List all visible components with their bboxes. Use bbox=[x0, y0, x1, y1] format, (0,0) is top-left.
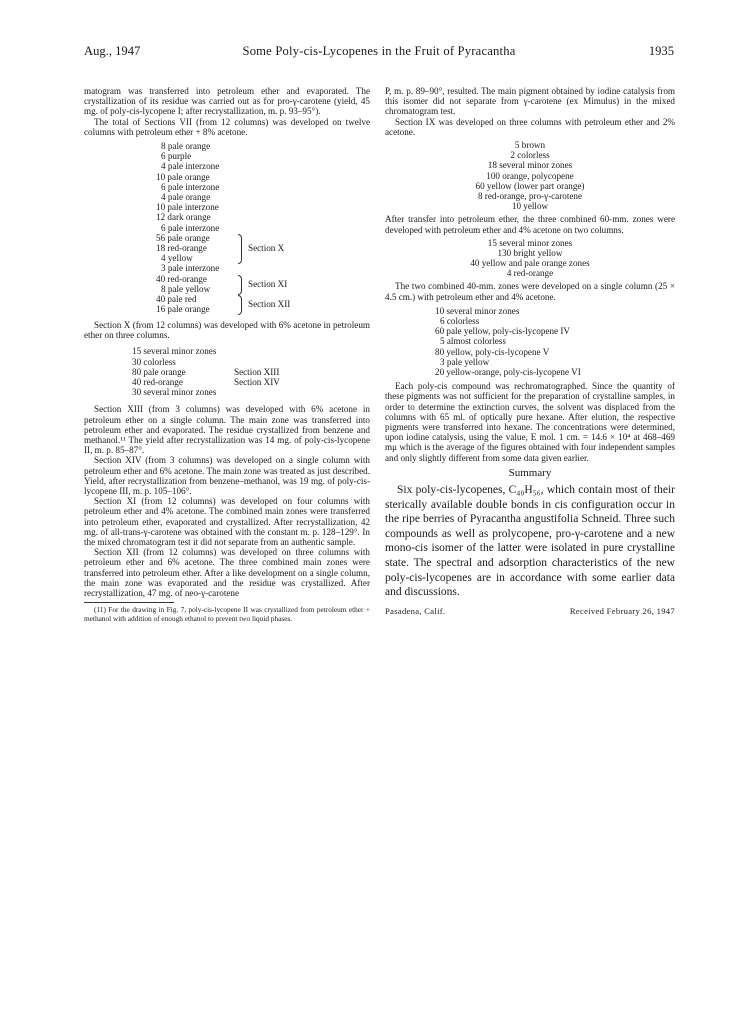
header-title: Some Poly-cis-Lycopenes in the Fruit of Pyracantha bbox=[242, 44, 516, 58]
header-date: Aug., 1947 bbox=[84, 44, 141, 58]
zone-entry: 4 yellow bbox=[161, 253, 193, 264]
address-line bbox=[385, 606, 675, 616]
paragraph: The total of Sections VII (from 12 columns) was developed on twelve columns with petroleum ether + 8% acetone. bbox=[84, 116, 370, 137]
paragraph: Each poly-cis compound was rechromatographed. Since the quantity of these pigments was not sufficient for the preparation of crystalline samples, in order to determine the extinction curves, the solvent was displaced from the columns with 65 ml. of optically pure hexane. After elution, the respective pigments were transferred into hexane. The concentrations were determined, upon iodine catalysis, using the value, E mol. 1 cm. = 14.6 × 10⁴ at 468–469 mμ which is the average of the figures obtained with four independent samples and only slightly different from some data given earlier. bbox=[385, 381, 675, 463]
paragraph: P, m. p. 89–90°, resulted. The main pigment obtained by iodine catalysis from this isomer did not separate from γ-carotene (ex Mimulus) in the mixed chromatogram test. bbox=[385, 86, 675, 117]
zone-entry: 18 red-orange bbox=[156, 243, 207, 254]
paragraph: matogram was transferred into petroleum ether and evaporated. The crystallization of its residue was carried out as for pro-γ-carotene (yield, 45 mg. of poly-cis-lycopene I; after recrystallization, m. p. 93–95°). bbox=[84, 86, 370, 117]
paragraph: Section XII (from 12 columns) was developed on three columns with petroleum ether and 6% acetone. The three combined main zones were transferred into petroleum ether. After a like development on a single column, the main zone was evaporated and the residue was crystallized. After recrystallization, 47 mg. of neo-γ-carotene bbox=[84, 547, 370, 599]
summary-text: Six poly-cis-lycopenes, C₄₀H₅₆, which contain most of their sterically available double bonds in cis configuration occur in the ripe berries of Pyracantha angustifolia Schneid. Three such compounds as well as prolycopene, pro-γ-carotene and a new mono-cis isomer of the latter were isolated in pure crystalline state. The spectral and adsorption characteristics of the new poly-cis-lycopenes are in accordance with some earlier data and discussions. bbox=[385, 484, 675, 599]
zone-entry: 20 yellow-orange, poly-cis-lycopene VI bbox=[435, 367, 581, 378]
zone-entry: 60 yellow (lower part orange) bbox=[475, 180, 585, 191]
zone-entry: 56 pale orange bbox=[156, 232, 210, 243]
zone-entry: 80 yellow, poly-cis-lycopene V bbox=[435, 346, 550, 357]
right-column bbox=[385, 86, 675, 616]
paragraph: Section XIII (from 3 columns) was developed with 6% acetone in petroleum ether on a single column. The main zone was transferred into petroleum ether and evaporated. The residue crystallized from benzene and methanol.¹¹ The yield after recrystallization was 14 mg. of poly-cis-lycopene II, m. p. 85–87°. bbox=[84, 404, 370, 456]
running-header bbox=[84, 44, 674, 62]
zone-entry: 40 yellow and pale orange zones bbox=[470, 258, 590, 269]
footnote: (11) For the drawing in Fig. 7, poly-cis-lycopene II was crystallized from petroleum ether + methanol with addition of enough ethanol to prevent two liquid phases. bbox=[84, 605, 370, 623]
zone-entry: 130 bright yellow bbox=[497, 247, 563, 258]
zone-entry: 8 pale orange bbox=[161, 141, 211, 152]
zone-entry: 40 pale red bbox=[156, 294, 197, 305]
paragraph: The two combined 40-mm. zones were developed on a single column (25 × 4.5 cm.) with petroleum ether and 4% acetone. bbox=[385, 281, 675, 302]
summary-heading: Summary bbox=[508, 466, 552, 479]
chromatogram-combined-40mm bbox=[435, 306, 675, 377]
zone-entry: 6 pale interzone bbox=[161, 222, 220, 233]
zone-entry: 6 purple bbox=[161, 151, 192, 162]
chromatogram-sections-vii bbox=[156, 141, 370, 316]
zone-entry: 30 several minor zones bbox=[132, 387, 217, 398]
zone-entry: 10 pale orange bbox=[156, 171, 210, 182]
section-label: Section XIII bbox=[234, 366, 280, 377]
zone-entry: 15 several minor zones bbox=[132, 346, 217, 357]
footnote-rule bbox=[84, 602, 174, 603]
zone-entry: 8 red-orange, pro-γ-carotene bbox=[477, 190, 583, 201]
zone-entry: 3 pale interzone bbox=[161, 263, 220, 274]
zone-entry: 18 several minor zones bbox=[487, 160, 573, 171]
zone-entry: 6 pale interzone bbox=[161, 181, 220, 192]
section-brace bbox=[238, 275, 242, 295]
section-brace bbox=[238, 295, 242, 315]
chromatogram-section-ix bbox=[385, 140, 675, 211]
zone-entry: 60 pale yellow, poly-cis-lycopene IV bbox=[435, 326, 570, 337]
chromatogram-section-x bbox=[132, 346, 370, 398]
zone-entry: 40 red-orange bbox=[132, 377, 183, 388]
zone-entry: 10 pale interzone bbox=[156, 202, 219, 213]
left-column bbox=[84, 86, 370, 623]
received-date: Received February 26, 1947 bbox=[569, 605, 675, 616]
paragraph: Section IX was developed on three columns with petroleum ether and 2% acetone. bbox=[385, 116, 675, 137]
zone-entry: 40 red-orange bbox=[156, 273, 207, 284]
section-label: Section XI bbox=[248, 278, 288, 289]
zone-entry: 30 colorless bbox=[132, 356, 176, 367]
zone-entry: 6 colorless bbox=[440, 316, 480, 327]
zone-entry: 10 several minor zones bbox=[435, 305, 520, 316]
zone-entry: 10 yellow bbox=[511, 201, 549, 212]
section-label: Section XII bbox=[248, 299, 291, 310]
zone-entry: 100 orange, polycopene bbox=[486, 170, 574, 181]
paragraph: Section X (from 12 columns) was developed with 6% acetone in petroleum ether on three columns. bbox=[84, 320, 370, 341]
section-label: Section X bbox=[248, 243, 285, 254]
zone-entry: 15 several minor zones bbox=[487, 237, 573, 248]
zone-entry: 3 pale yellow bbox=[440, 356, 490, 367]
section-label: Section XIV bbox=[234, 377, 280, 388]
zone-entry: 4 pale orange bbox=[161, 192, 211, 203]
zone-entry: 4 pale interzone bbox=[161, 161, 220, 172]
zone-entry: 2 colorless bbox=[510, 150, 550, 161]
paragraph: After transfer into petroleum ether, the three combined 60-mm. zones were developed with petroleum ether and 4% acetone on two columns. bbox=[385, 214, 675, 235]
section-brace bbox=[238, 234, 242, 265]
paragraph: Section XIV (from 3 columns) was developed on a single column with petroleum ether and 6% acetone. The main zone was treated as just described. Yield, after recrystallization from benzene–methanol, was 19 mg. of poly-cis-lycopene III, m. p. 105–106°. bbox=[84, 455, 370, 497]
zone-entry: 8 pale yellow bbox=[161, 283, 211, 294]
chromatogram-combined-60mm bbox=[385, 238, 675, 279]
zone-entry: 16 pale orange bbox=[156, 304, 210, 315]
header-page-number: 1935 bbox=[648, 44, 674, 58]
paragraph: Section XI (from 12 columns) was developed on four columns with petroleum ether and 4% acetone. The combined main zones were transferred into petroleum ether, evaporated and crystallized. After recrystallization, 42 mg. of all-trans-γ-carotene was obtained with the constant m. p. 128–129°. In the mixed chromatogram test it did not separate from an authentic sample. bbox=[84, 496, 370, 548]
place: Pasadena, Calif. bbox=[385, 605, 446, 616]
zone-entry: 12 dark orange bbox=[156, 212, 211, 223]
zone-entry: 5 almost colorless bbox=[440, 336, 506, 347]
zone-entry: 4 red-orange bbox=[506, 268, 554, 279]
zone-entry: 80 pale orange bbox=[132, 366, 186, 377]
zone-entry: 5 brown bbox=[514, 140, 546, 151]
